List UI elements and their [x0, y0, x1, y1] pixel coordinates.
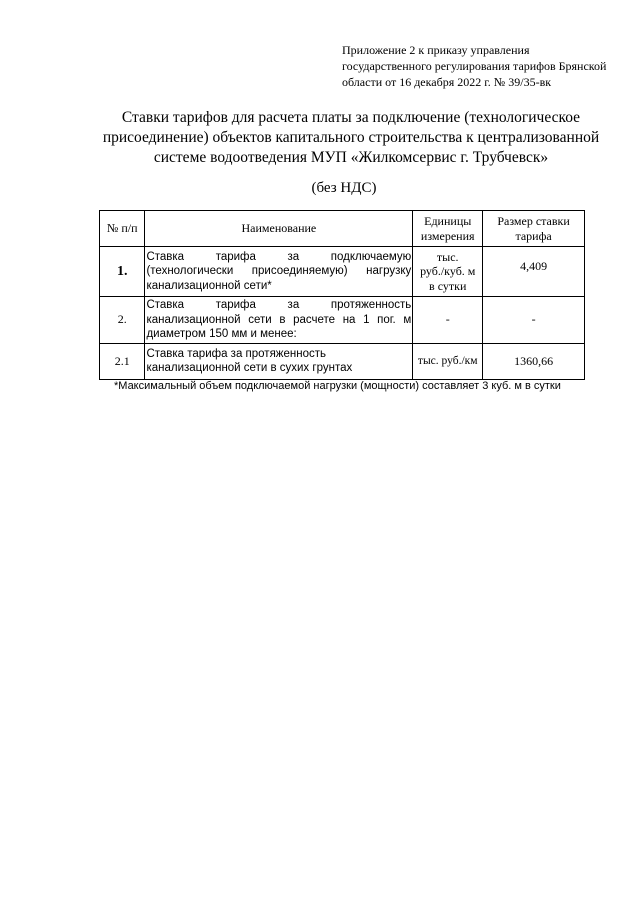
- row-unit: [413, 247, 483, 297]
- row-name-line: канализационной сети в расчете на 1 пог. м: [146, 313, 412, 326]
- row-name: [145, 343, 413, 379]
- header-rate-line: тарифа: [515, 228, 552, 243]
- appendix-line: Приложение 2 к приказу управления: [342, 43, 530, 57]
- row-unit-line: тыс.: [436, 249, 459, 264]
- row-name: [145, 247, 413, 297]
- row-number: 2.: [100, 297, 145, 344]
- table-row: [100, 343, 585, 379]
- appendix-line: области от 16 декабря 2022 г. № 39/35-вк: [342, 75, 552, 89]
- table-row: [100, 297, 585, 344]
- header-unit: [413, 211, 483, 247]
- row-name-line: Ставка тарифа за протяженность: [146, 299, 412, 311]
- table-row: [100, 247, 585, 297]
- row-unit-line: в сутки: [429, 278, 467, 293]
- row-name-line: Ставка тарифа за подключаемую: [146, 250, 412, 263]
- table-header-row: [100, 211, 585, 247]
- table-footnote: *Максимальный объем подключаемой нагрузки (мощности) составляет 3 куб. м в сутки: [114, 380, 561, 392]
- header-unit-line: измерения: [420, 228, 475, 243]
- row-rate: 1360,66: [483, 343, 585, 379]
- row-rate: 4,409: [483, 247, 585, 297]
- header-number: № п/п: [100, 211, 145, 247]
- title-line: Ставки тарифов для расчета платы за подключение (технологическое: [121, 109, 581, 126]
- row-number: 2.1: [100, 343, 145, 379]
- row-name-line: (технологически присоединяемую) нагрузку: [146, 265, 412, 278]
- title-line: системе водоотведения МУП «Жилкомсервис г. Трубчевск»: [153, 149, 549, 166]
- row-name: [145, 297, 413, 344]
- row-unit: тыс. руб./км: [413, 343, 483, 379]
- header-unit-line: Единицы: [424, 213, 472, 228]
- header-rate-line: Размер ставки: [497, 213, 570, 228]
- title-line: присоединение) объектов капитального строительства к централизованной: [102, 129, 600, 146]
- row-unit-line: руб./куб. м: [420, 264, 476, 279]
- row-rate: -: [483, 297, 585, 344]
- header-name: Наименование: [145, 211, 413, 247]
- row-unit: -: [413, 297, 483, 344]
- tariff-rates-table: [99, 210, 585, 380]
- vat-note: (без НДС): [311, 180, 377, 196]
- appendix-line: государственного регулирования тарифов Брянской: [342, 59, 607, 73]
- header-rate: [483, 211, 585, 247]
- row-number: 1.: [100, 247, 145, 297]
- document-title: [60, 108, 638, 168]
- row-name-line: диаметром 150 мм и менее:: [146, 328, 297, 340]
- row-name-line: Ставка тарифа за протяженность: [146, 347, 327, 360]
- row-name-line: канализационной сети*: [146, 279, 272, 292]
- appendix-reference: [342, 42, 632, 90]
- row-name-line: канализационной сети в сухих грунтах: [146, 362, 353, 374]
